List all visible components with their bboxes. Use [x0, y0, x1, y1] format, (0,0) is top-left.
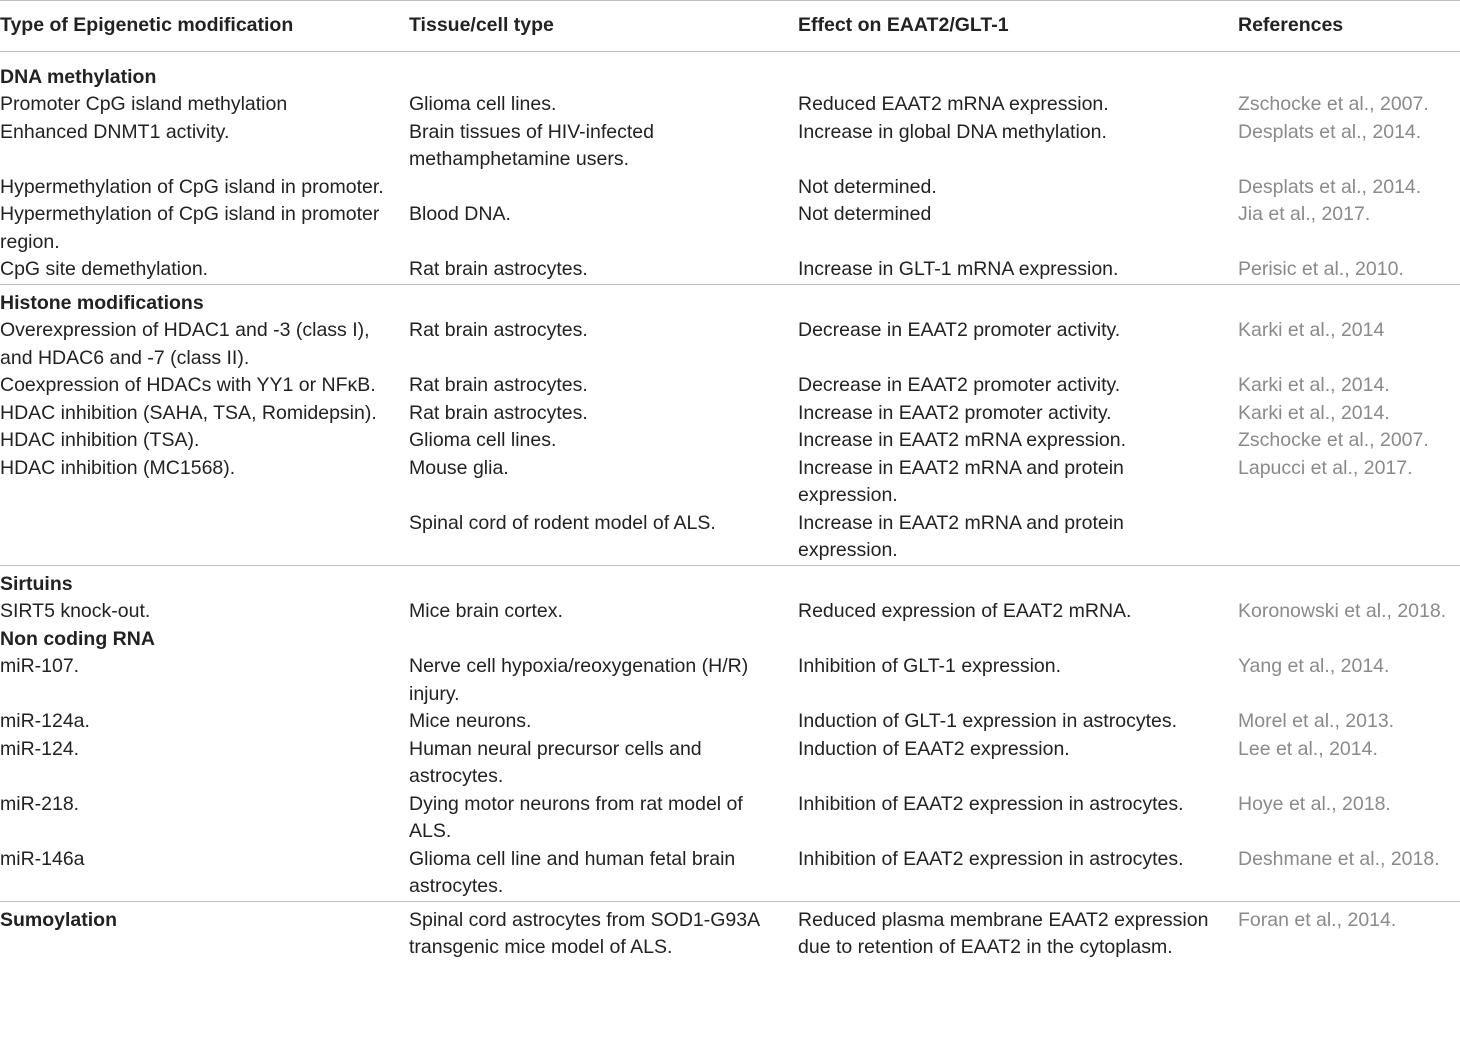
reference-cell: Lapucci et al., 2017.	[1238, 456, 1413, 479]
header-references: References	[1238, 1, 1460, 52]
table-row	[0, 317, 1460, 372]
reference-cell: Karki et al., 2014.	[1238, 401, 1390, 424]
tissue-cell: Brain tissues of HIV-infected methamphetamine users.	[409, 120, 654, 170]
table-row	[0, 201, 1460, 256]
reference-cell: Hoye et al., 2018.	[1238, 792, 1391, 815]
reference-cell: Koronowski et al., 2018.	[1238, 600, 1447, 622]
modification-cell: Hypermethylation of CpG island in promoter region.	[0, 203, 380, 253]
reference-cell: Desplats et al., 2014.	[1238, 120, 1422, 143]
modification-cell: Hypermethylation of CpG island in promoter.	[0, 175, 384, 198]
empty-cell	[798, 51, 1238, 91]
tissue-cell: Spinal cord astrocytes from SOD1-G93A transgenic mice model of ALS.	[409, 901, 798, 962]
modification-cell: SIRT5 knock-out.	[0, 600, 151, 622]
table-row	[0, 653, 1460, 708]
tissue-cell: Rat brain astrocytes.	[409, 319, 588, 341]
modification-cell: miR-107.	[0, 655, 80, 677]
reference-cell: Perisic et al., 2010.	[1238, 258, 1404, 280]
effect-cell: Increase in EAAT2 mRNA expression.	[798, 429, 1127, 451]
modification-cell: Promoter CpG island methylation	[0, 93, 288, 115]
modification-cell: miR-124a.	[0, 710, 90, 732]
empty-cell	[409, 51, 798, 91]
table-row	[0, 91, 1460, 119]
table-row	[0, 708, 1460, 736]
section-title: Sumoylation	[0, 901, 409, 962]
tissue-cell: Glioma cell lines.	[409, 93, 557, 115]
table-row	[0, 598, 1460, 626]
table-row	[0, 846, 1460, 902]
header-tissue-cell-type: Tissue/cell type	[409, 1, 798, 52]
tissue-cell: Glioma cell line and human fetal brain astrocytes.	[409, 847, 736, 897]
tissue-cell: Rat brain astrocytes.	[409, 401, 588, 424]
tissue-cell: Rat brain astrocytes.	[409, 258, 588, 280]
modification-cell: Coexpression of HDACs with YY1 or NFκB.	[0, 374, 376, 396]
table-row	[0, 372, 1460, 400]
reference-cell: Morel et al., 2013.	[1238, 710, 1395, 732]
effect-cell: Increase in EAAT2 mRNA and protein expression.	[798, 511, 1124, 561]
reference-cell: Foran et al., 2014.	[1238, 901, 1460, 962]
modification-cell: HDAC inhibition (TSA).	[0, 429, 200, 451]
table-row	[0, 736, 1460, 791]
section-row	[0, 51, 1460, 91]
empty-cell	[1238, 284, 1460, 317]
effect-cell: Reduced EAAT2 mRNA expression.	[798, 93, 1109, 115]
modification-cell: HDAC inhibition (SAHA, TSA, Romidepsin).	[0, 401, 377, 424]
table-row	[0, 174, 1460, 202]
reference-cell: Zschocke et al., 2007.	[1238, 93, 1429, 115]
effect-cell: Reduced plasma membrane EAAT2 expression due to retention of EAAT2 in the cytoplasm.	[798, 901, 1238, 962]
effect-cell: Not determined.	[798, 175, 937, 198]
table-row	[0, 256, 1460, 284]
modification-cell: miR-218.	[0, 792, 80, 815]
section-row	[0, 626, 1460, 654]
empty-cell	[1238, 626, 1460, 654]
effect-cell: Inhibition of EAAT2 expression in astrocytes.	[798, 792, 1184, 815]
empty-cell	[798, 284, 1238, 317]
modification-cell: Enhanced DNMT1 activity.	[0, 120, 230, 143]
empty-cell	[798, 626, 1238, 654]
tissue-cell: Mouse glia.	[409, 456, 509, 479]
tissue-cell: Spinal cord of rodent model of ALS.	[409, 511, 716, 534]
tissue-cell: Mice brain cortex.	[409, 600, 563, 622]
section-title: Histone modifications	[0, 284, 409, 317]
modification-cell: Overexpression of HDAC1 and -3 (class I), and HDAC6 and -7 (class II).	[0, 319, 370, 369]
reference-cell: Karki et al., 2014.	[1238, 374, 1390, 396]
table-row	[0, 427, 1460, 455]
table-row	[0, 455, 1460, 510]
empty-cell	[1238, 565, 1460, 598]
effect-cell: Inhibition of GLT-1 expression.	[798, 655, 1062, 677]
modification-cell: miR-146a	[0, 847, 85, 870]
modification-cell: CpG site demethylation.	[0, 258, 209, 280]
modification-cell: miR-124.	[0, 737, 80, 760]
effect-cell: Not determined	[798, 203, 932, 225]
empty-cell	[409, 626, 798, 654]
section-title: Non coding RNA	[0, 627, 155, 650]
section-row	[0, 284, 1460, 317]
tissue-cell	[409, 174, 798, 202]
effect-cell: Decrease in EAAT2 promoter activity.	[798, 319, 1121, 341]
tissue-cell: Human neural precursor cells and astrocytes.	[409, 737, 702, 787]
reference-cell: Desplats et al., 2014.	[1238, 175, 1422, 198]
effect-cell: Inhibition of EAAT2 expression in astrocytes.	[798, 847, 1184, 870]
table-header	[0, 1, 1460, 52]
table-row	[0, 510, 1460, 566]
section-title: Sirtuins	[0, 565, 409, 598]
reference-cell: Deshmane et al., 2018.	[1238, 847, 1440, 870]
tissue-cell: Rat brain astrocytes.	[409, 374, 588, 396]
tissue-cell: Nerve cell hypoxia/reoxygenation (H/R) injury.	[409, 655, 749, 705]
reference-cell	[1238, 510, 1460, 566]
effect-cell: Induction of GLT-1 expression in astrocytes.	[798, 710, 1177, 732]
section-row	[0, 901, 1460, 962]
tissue-cell: Dying motor neurons from rat model of ALS.	[409, 792, 743, 842]
effect-cell: Increase in EAAT2 mRNA and protein expression.	[798, 456, 1124, 506]
effect-cell: Increase in EAAT2 promoter activity.	[798, 401, 1112, 424]
effect-cell: Induction of EAAT2 expression.	[798, 737, 1070, 760]
reference-cell: Lee et al., 2014.	[1238, 737, 1378, 760]
modification-cell	[0, 510, 409, 566]
table-row	[0, 791, 1460, 846]
tissue-cell: Mice neurons.	[409, 710, 532, 732]
header-modification-type: Type of Epigenetic modification	[0, 1, 409, 52]
modification-cell: HDAC inhibition (MC1568).	[0, 456, 236, 479]
effect-cell: Reduced expression of EAAT2 mRNA.	[798, 600, 1132, 622]
header-effect: Effect on EAAT2/GLT-1	[798, 1, 1238, 52]
effect-cell: Increase in global DNA methylation.	[798, 120, 1107, 143]
reference-cell: Yang et al., 2014.	[1238, 655, 1390, 677]
effect-cell: Decrease in EAAT2 promoter activity.	[798, 374, 1121, 396]
reference-cell: Karki et al., 2014	[1238, 319, 1385, 341]
table-body	[0, 51, 1460, 962]
effect-cell: Increase in GLT-1 mRNA expression.	[798, 258, 1119, 280]
empty-cell	[409, 284, 798, 317]
reference-cell: Zschocke et al., 2007.	[1238, 429, 1429, 451]
header-row	[0, 1, 1460, 52]
section-row	[0, 565, 1460, 598]
table-row	[0, 400, 1460, 428]
tissue-cell: Glioma cell lines.	[409, 429, 557, 451]
table-row	[0, 119, 1460, 174]
tissue-cell: Blood DNA.	[409, 203, 511, 225]
empty-cell	[798, 565, 1238, 598]
empty-cell	[1238, 51, 1460, 91]
reference-cell: Jia et al., 2017.	[1238, 203, 1371, 225]
section-title: DNA methylation	[0, 65, 157, 88]
empty-cell	[409, 565, 798, 598]
